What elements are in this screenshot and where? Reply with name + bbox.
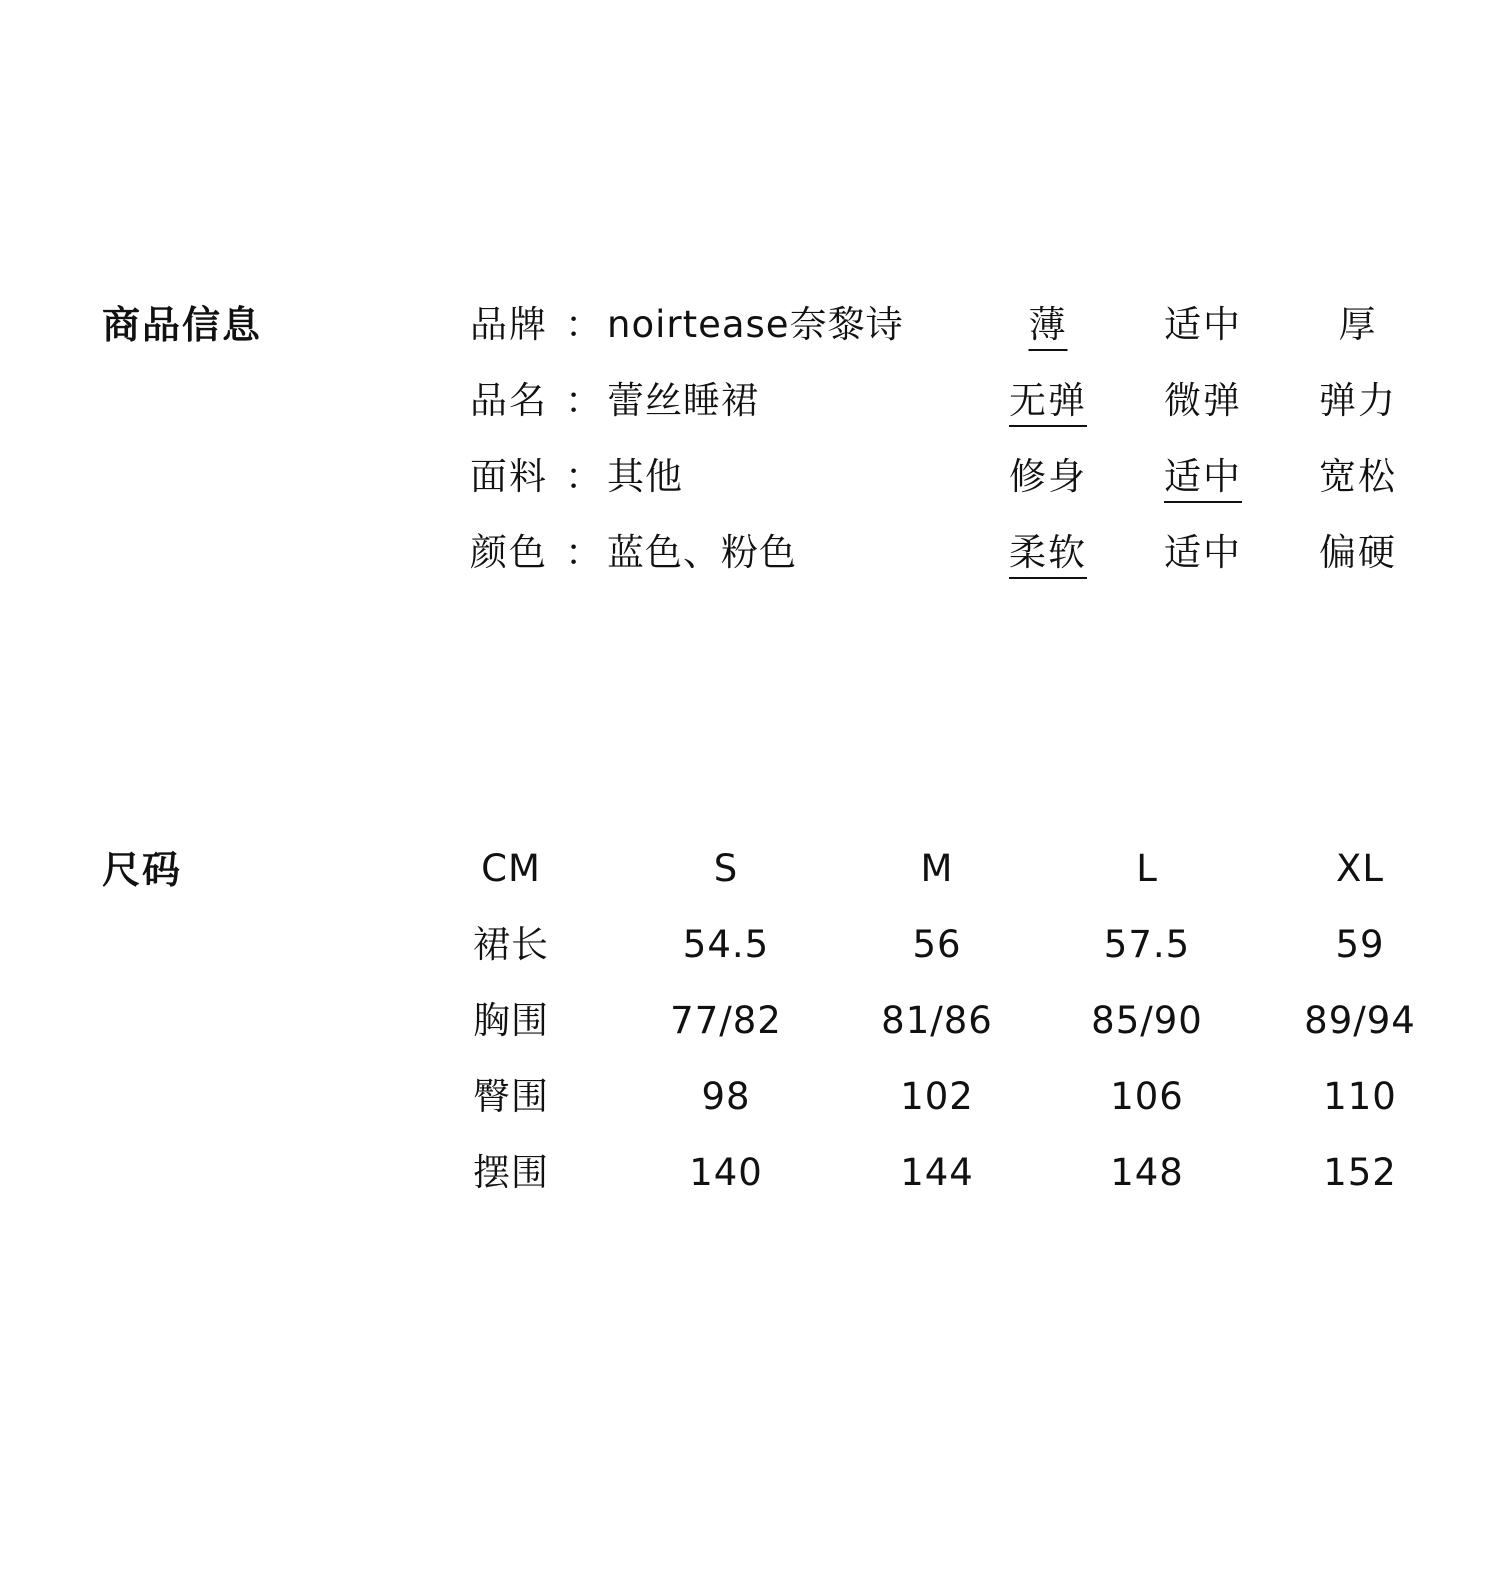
size-value: 77/82 bbox=[670, 999, 782, 1042]
attribute-option-selected: 无弹 bbox=[1009, 382, 1087, 427]
size-value: 59 bbox=[1335, 923, 1385, 966]
info-row bbox=[470, 531, 1470, 584]
size-value: 56 bbox=[912, 923, 962, 966]
info-label: 品名 bbox=[470, 379, 548, 422]
info-value: 蕾丝睡裙 bbox=[607, 379, 759, 422]
size-header-cell: XL bbox=[1336, 847, 1384, 890]
size-header-cell: S bbox=[713, 847, 739, 890]
info-label: 面料 bbox=[470, 455, 548, 498]
attribute-option: 适中 bbox=[1164, 303, 1242, 346]
size-value: 102 bbox=[900, 1075, 974, 1118]
size-value: 152 bbox=[1323, 1151, 1397, 1194]
size-value: 110 bbox=[1323, 1075, 1397, 1118]
size-row bbox=[0, 1151, 1500, 1204]
info-colon: ： bbox=[565, 455, 602, 498]
info-row bbox=[470, 455, 1470, 508]
size-header-row bbox=[0, 847, 1500, 900]
attribute-option: 微弹 bbox=[1164, 379, 1242, 422]
attribute-option: 偏硬 bbox=[1319, 531, 1397, 574]
measurement-label: 胸围 bbox=[473, 999, 549, 1042]
size-value: 98 bbox=[701, 1075, 751, 1118]
size-header-cell: L bbox=[1136, 847, 1158, 890]
measurement-label: 摆围 bbox=[473, 1151, 549, 1194]
info-label: 颜色 bbox=[470, 531, 548, 574]
size-row bbox=[0, 999, 1500, 1052]
size-value: 85/90 bbox=[1091, 999, 1203, 1042]
size-value: 54.5 bbox=[682, 923, 770, 966]
size-value: 81/86 bbox=[881, 999, 993, 1042]
size-header-cell: M bbox=[920, 847, 954, 890]
attribute-option: 弹力 bbox=[1319, 379, 1397, 422]
info-colon: ： bbox=[565, 531, 602, 574]
size-value: 140 bbox=[689, 1151, 763, 1194]
attribute-option: 宽松 bbox=[1319, 455, 1397, 498]
size-value: 57.5 bbox=[1103, 923, 1191, 966]
attribute-option: 适中 bbox=[1164, 531, 1242, 574]
size-value: 144 bbox=[900, 1151, 974, 1194]
size-row bbox=[0, 1075, 1500, 1128]
info-colon: ： bbox=[565, 303, 602, 346]
attribute-option-selected: 柔软 bbox=[1009, 534, 1087, 579]
info-label: 品牌 bbox=[470, 303, 548, 346]
info-value: 蓝色、粉色 bbox=[607, 531, 797, 574]
attribute-option-selected: 适中 bbox=[1164, 458, 1242, 503]
info-row bbox=[470, 303, 1470, 356]
product-info-title: 商品信息 bbox=[102, 303, 263, 347]
measurement-label: 裙长 bbox=[473, 923, 549, 966]
size-value: 89/94 bbox=[1304, 999, 1416, 1042]
measurement-label: 臀围 bbox=[473, 1075, 549, 1118]
attribute-option: 厚 bbox=[1338, 303, 1378, 346]
size-value: 148 bbox=[1110, 1151, 1184, 1194]
size-value: 106 bbox=[1110, 1075, 1184, 1118]
attribute-option-selected: 薄 bbox=[1029, 306, 1068, 351]
size-row bbox=[0, 923, 1500, 976]
info-row bbox=[470, 379, 1470, 432]
info-colon: ： bbox=[565, 379, 602, 422]
size-header-cell: CM bbox=[481, 847, 541, 890]
info-value: 其他 bbox=[607, 455, 683, 498]
attribute-option: 修身 bbox=[1009, 455, 1087, 498]
info-value: noirtease奈黎诗 bbox=[607, 303, 904, 346]
size-chart-title: 尺码 bbox=[102, 848, 183, 892]
